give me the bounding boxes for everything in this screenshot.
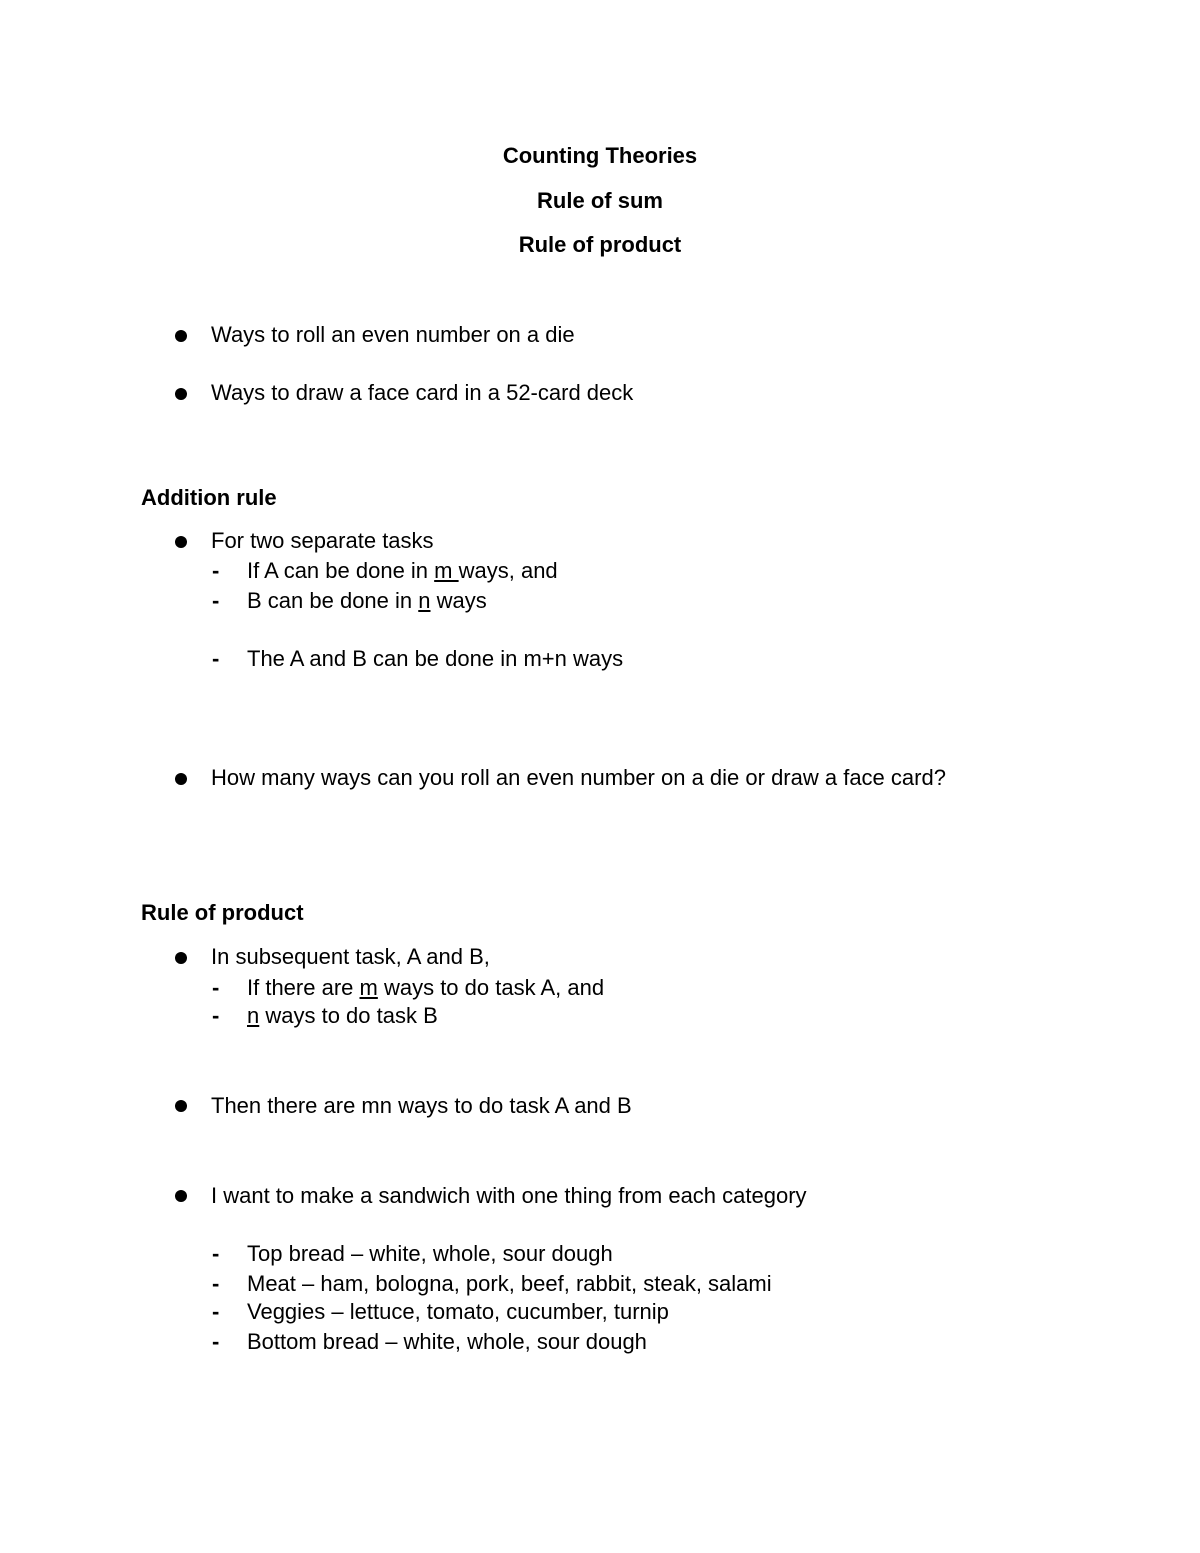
category-veggies: Veggies – lettuce, tomato, cucumber, turnip — [247, 1299, 669, 1324]
dash-marker: - — [212, 646, 220, 671]
product-bullet-mn-ways: Then there are mn ways to do task A and B — [211, 1093, 632, 1118]
text-fragment: If A can be done in — [247, 558, 435, 583]
category-bottom-bread: Bottom bread – white, whole, sour dough — [247, 1329, 647, 1354]
category-top-bread: Top bread – white, whole, sour dough — [247, 1241, 613, 1266]
text-fragment: If there are — [247, 975, 360, 1000]
product-sub-m-ways — [247, 974, 604, 1002]
product-bullet-subsequent-task: In subsequent task, A and B, — [211, 944, 490, 969]
product-rule-heading: Rule of product — [141, 900, 304, 925]
variable-m: m — [359, 975, 378, 1000]
addition-sub-result: The A and B can be done in m+n ways — [247, 646, 624, 671]
dash-marker: - — [212, 1329, 220, 1354]
page-title: Counting Theories — [502, 143, 698, 168]
product-bullet-sandwich: I want to make a sandwich with one thing from each category — [211, 1183, 807, 1208]
dash-marker: - — [212, 1271, 220, 1296]
text-fragment: ways to do task A, and — [377, 975, 605, 1000]
bullet-dot — [175, 773, 187, 785]
bullet-dot — [175, 388, 187, 400]
dash-marker: - — [212, 558, 220, 583]
addition-rule-heading: Addition rule — [141, 485, 277, 510]
addition-sub-b-ways — [247, 587, 487, 615]
intro-bullet-even-number: Ways to roll an even number on a die — [211, 322, 575, 347]
bullet-dot — [175, 536, 187, 548]
addition-bullet-separate-tasks: For two separate tasks — [211, 528, 434, 553]
variable-m: m — [434, 558, 459, 583]
intro-bullet-face-card: Ways to draw a face card in a 52-card deck — [211, 380, 634, 405]
dash-marker: - — [212, 1241, 220, 1266]
dash-marker: - — [212, 975, 220, 1000]
category-meat: Meat – ham, bologna, pork, beef, rabbit, steak, salami — [247, 1271, 772, 1296]
variable-n: n — [418, 588, 431, 613]
bullet-dot — [175, 330, 187, 342]
dash-marker: - — [212, 588, 220, 613]
text-fragment: ways, and — [458, 558, 558, 583]
text-fragment: ways to do task B — [259, 1003, 438, 1028]
bullet-dot — [175, 1190, 187, 1202]
dash-marker: - — [212, 1299, 220, 1324]
product-sub-n-ways — [247, 1002, 438, 1030]
addition-sub-a-ways — [247, 557, 558, 585]
bullet-dot — [175, 952, 187, 964]
subtitle-rule-of-product: Rule of product — [518, 232, 682, 257]
subtitle-rule-of-sum: Rule of sum — [537, 188, 663, 213]
variable-n: n — [247, 1003, 260, 1028]
dash-marker: - — [212, 1003, 220, 1028]
text-fragment: B can be done in — [247, 588, 419, 613]
addition-question: How many ways can you roll an even number on a die or draw a face card? — [211, 765, 946, 790]
text-fragment: ways — [430, 588, 487, 613]
bullet-dot — [175, 1100, 187, 1112]
